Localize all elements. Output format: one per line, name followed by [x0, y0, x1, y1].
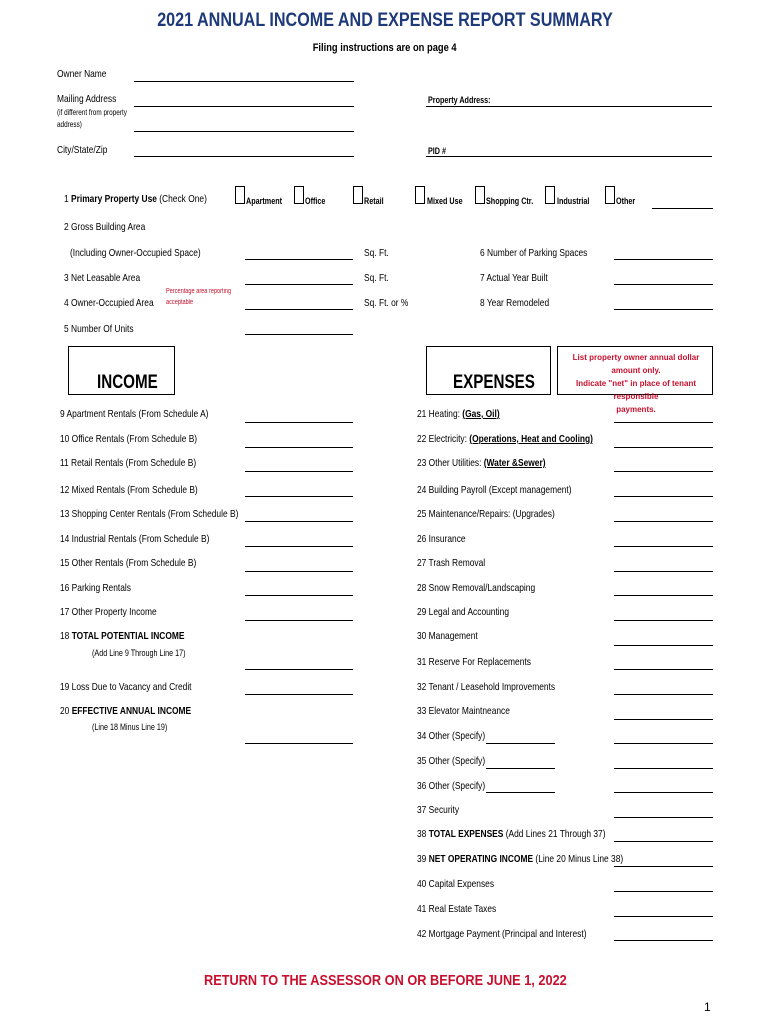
vacancy-loss-field[interactable]: [245, 694, 353, 695]
sqft-label-3: Sq. Ft. or %: [364, 297, 409, 309]
income-item: 16 Parking Rentals: [60, 582, 131, 594]
effective-annual-income-label: 20 EFFECTIVE ANNUAL INCOME: [60, 705, 192, 717]
gross-building-area-label: 2 Gross Building Area: [64, 221, 146, 233]
expense-field[interactable]: [614, 768, 713, 769]
income-header: INCOME: [97, 372, 158, 393]
sqft-label-1: Sq. Ft.: [364, 247, 389, 259]
total-expenses-field[interactable]: [614, 841, 713, 842]
effective-annual-income-note: (Line 18 Minus Line 19): [92, 722, 168, 732]
sqft-label-2: Sq. Ft.: [364, 272, 389, 284]
expense-field[interactable]: [614, 546, 713, 547]
owner-name-field[interactable]: [134, 81, 354, 82]
mailing-address-field-2[interactable]: [134, 131, 354, 132]
net-operating-income-field[interactable]: [614, 866, 713, 867]
checkbox-other[interactable]: [605, 186, 615, 204]
expense-field[interactable]: [614, 669, 713, 670]
option-apartment-label: Apartment: [246, 196, 283, 206]
income-field[interactable]: [245, 422, 353, 423]
mailing-address-note-2: address): [57, 120, 82, 129]
net-leasable-area-label: 3 Net Leasable Area: [64, 272, 141, 284]
checkbox-office[interactable]: [294, 186, 304, 204]
page-title: 2021 ANNUAL INCOME AND EXPENSE REPORT SUMMARY: [157, 10, 613, 31]
expense-item: 32 Tenant / Leasehold Improvements: [417, 681, 556, 693]
primary-use-label: 1 Primary Property Use (Check One): [64, 193, 207, 205]
expense-field[interactable]: [614, 817, 713, 818]
expense-field[interactable]: [614, 620, 713, 621]
income-header-box: [68, 346, 175, 395]
total-potential-income-note: (Add Line 9 Through Line 17): [92, 648, 186, 658]
mailing-address-note-1: (if different from property: [57, 108, 127, 117]
including-owner-occupied-label: (Including Owner-Occupied Space): [70, 247, 201, 259]
option-office-label: Office: [305, 196, 326, 206]
total-expenses-label: 38 TOTAL EXPENSES (Add Lines 21 Through 37): [417, 828, 606, 840]
number-of-units-field[interactable]: [245, 334, 353, 335]
page-subtitle: Filing instructions are on page 4: [313, 42, 457, 54]
option-retail-label: Retail: [364, 196, 384, 206]
year-remodeled-field[interactable]: [614, 309, 713, 310]
expense-item: 31 Reserve For Replacements: [417, 656, 531, 668]
expense-item: 36 Other (Specify): [417, 780, 486, 792]
year-built-field[interactable]: [614, 284, 713, 285]
expense-item: 30 Management: [417, 630, 478, 642]
income-item: 17 Other Property Income: [60, 606, 157, 618]
income-item: 10 Office Rentals (From Schedule B): [60, 433, 198, 445]
option-mixed-use-label: Mixed Use: [427, 196, 463, 206]
city-state-zip-field[interactable]: [134, 156, 354, 157]
expense-item: 33 Elevator Maintneance: [417, 705, 510, 717]
expense-item: 37 Security: [417, 804, 460, 816]
other-specify-field[interactable]: [486, 743, 555, 744]
income-field[interactable]: [245, 546, 353, 547]
other-utilities-label: 23 Other Utilities: (Water &Sewer): [417, 457, 546, 469]
expense-item: 26 Insurance: [417, 533, 466, 545]
expense-item: 24 Building Payroll (Except management): [417, 484, 572, 496]
checkbox-industrial[interactable]: [545, 186, 555, 204]
parking-spaces-label: 6 Number of Parking Spaces: [480, 247, 588, 259]
mailing-address-field-1[interactable]: [134, 106, 354, 107]
expense-field[interactable]: [614, 645, 713, 646]
income-item: 15 Other Rentals (From Schedule B): [60, 557, 197, 569]
income-field[interactable]: [245, 595, 353, 596]
pid-label: PID #: [428, 146, 447, 156]
expense-field[interactable]: [614, 496, 713, 497]
gross-building-area-field[interactable]: [245, 259, 353, 260]
other-specify-field[interactable]: [486, 792, 555, 793]
net-operating-income-label: 39 NET OPERATING INCOME (Line 20 Minus Line 38): [417, 853, 624, 865]
electricity-label: 22 Electricity: (Operations, Heat and Cooling): [417, 433, 593, 445]
expenses-header: EXPENSES: [453, 372, 535, 393]
mailing-address-label: Mailing Address: [57, 93, 117, 105]
page-number: 1: [704, 1000, 711, 1014]
expense-field[interactable]: [614, 521, 713, 522]
expense-field[interactable]: [614, 694, 713, 695]
heating-label: 21 Heating: (Gas, Oil): [417, 408, 500, 420]
owner-name-label: Owner Name: [57, 68, 107, 80]
owner-occupied-area-field[interactable]: [245, 309, 353, 310]
expense-item: 29 Legal and Accounting: [417, 606, 510, 618]
vacancy-loss-label: 19 Loss Due to Vacancy and Credit: [60, 681, 192, 693]
income-item: 11 Retail Rentals (From Schedule B): [60, 457, 197, 469]
mortgage-payment-field[interactable]: [614, 940, 713, 941]
effective-annual-income-field[interactable]: [245, 743, 353, 744]
option-industrial-label: Industrial: [557, 196, 590, 206]
expense-field[interactable]: [614, 595, 713, 596]
total-potential-income-field[interactable]: [245, 669, 353, 670]
real-estate-taxes-field[interactable]: [614, 916, 713, 917]
expense-field[interactable]: [614, 792, 713, 793]
total-potential-income-label: 18 TOTAL POTENTIAL INCOME: [60, 630, 185, 642]
capital-expenses-field[interactable]: [614, 891, 713, 892]
number-of-units-label: 5 Number Of Units: [64, 323, 134, 335]
property-address-field[interactable]: [426, 106, 712, 107]
checkbox-mixed-use[interactable]: [415, 186, 425, 204]
mortgage-payment-label: 42 Mortgage Payment (Principal and Interest): [417, 928, 587, 940]
year-remodeled-label: 8 Year Remodeled: [480, 297, 550, 309]
income-field[interactable]: [245, 521, 353, 522]
expense-field[interactable]: [614, 571, 713, 572]
expense-field[interactable]: [614, 471, 713, 472]
return-deadline: RETURN TO THE ASSESSOR ON OR BEFORE JUNE 1, 2022: [203, 972, 567, 989]
other-specify-field[interactable]: [486, 768, 555, 769]
expense-item: 34 Other (Specify): [417, 730, 486, 742]
pid-field[interactable]: [426, 156, 712, 157]
option-other-label: Other: [616, 196, 636, 206]
expenses-note-box: [557, 346, 713, 414]
expense-field[interactable]: [614, 447, 713, 448]
expenses-header-box: [426, 346, 551, 395]
income-field[interactable]: [245, 471, 353, 472]
real-estate-taxes-label: 41 Real Estate Taxes: [417, 903, 497, 915]
owner-occupied-area-label: 4 Owner-Occupied Area: [64, 297, 154, 309]
city-state-zip-label: City/State/Zip: [57, 144, 108, 156]
income-field[interactable]: [245, 571, 353, 572]
income-item: 9 Apartment Rentals (From Schedule A): [60, 408, 209, 420]
property-address-label: Property Address:: [428, 95, 491, 105]
expense-item: 27 Trash Removal: [417, 557, 486, 569]
checkbox-shopping-ctr[interactable]: [475, 186, 485, 204]
expense-item: 25 Maintenance/Repairs: (Upgrades): [417, 508, 555, 520]
expense-field[interactable]: [614, 743, 713, 744]
expenses-note: List property owner annual dollar amount only. Indicate "net" in place of tenant responsible payments.: [572, 353, 700, 414]
percentage-note-1: Percentage area reporting: [166, 288, 232, 295]
net-leasable-area-field[interactable]: [245, 284, 353, 285]
checkbox-apartment[interactable]: [235, 186, 245, 204]
income-field[interactable]: [245, 447, 353, 448]
income-item: 13 Shopping Center Rentals (From Schedule B): [60, 508, 239, 520]
expense-item: 28 Snow Removal/Landscaping: [417, 582, 536, 594]
option-shopping-ctr-label: Shopping Ctr.: [486, 196, 534, 206]
checkbox-retail[interactable]: [353, 186, 363, 204]
expense-item: 35 Other (Specify): [417, 755, 486, 767]
income-field[interactable]: [245, 496, 353, 497]
expense-field[interactable]: [614, 422, 713, 423]
parking-spaces-field[interactable]: [614, 259, 713, 260]
year-built-label: 7 Actual Year Built: [480, 272, 548, 284]
other-use-field[interactable]: [652, 208, 713, 209]
expense-field[interactable]: [614, 719, 713, 720]
capital-expenses-label: 40 Capital Expenses: [417, 878, 495, 890]
income-field[interactable]: [245, 620, 353, 621]
income-item: 14 Industrial Rentals (From Schedule B): [60, 533, 210, 545]
percentage-note-2: acceptable: [166, 299, 194, 306]
income-item: 12 Mixed Rentals (From Schedule B): [60, 484, 198, 496]
